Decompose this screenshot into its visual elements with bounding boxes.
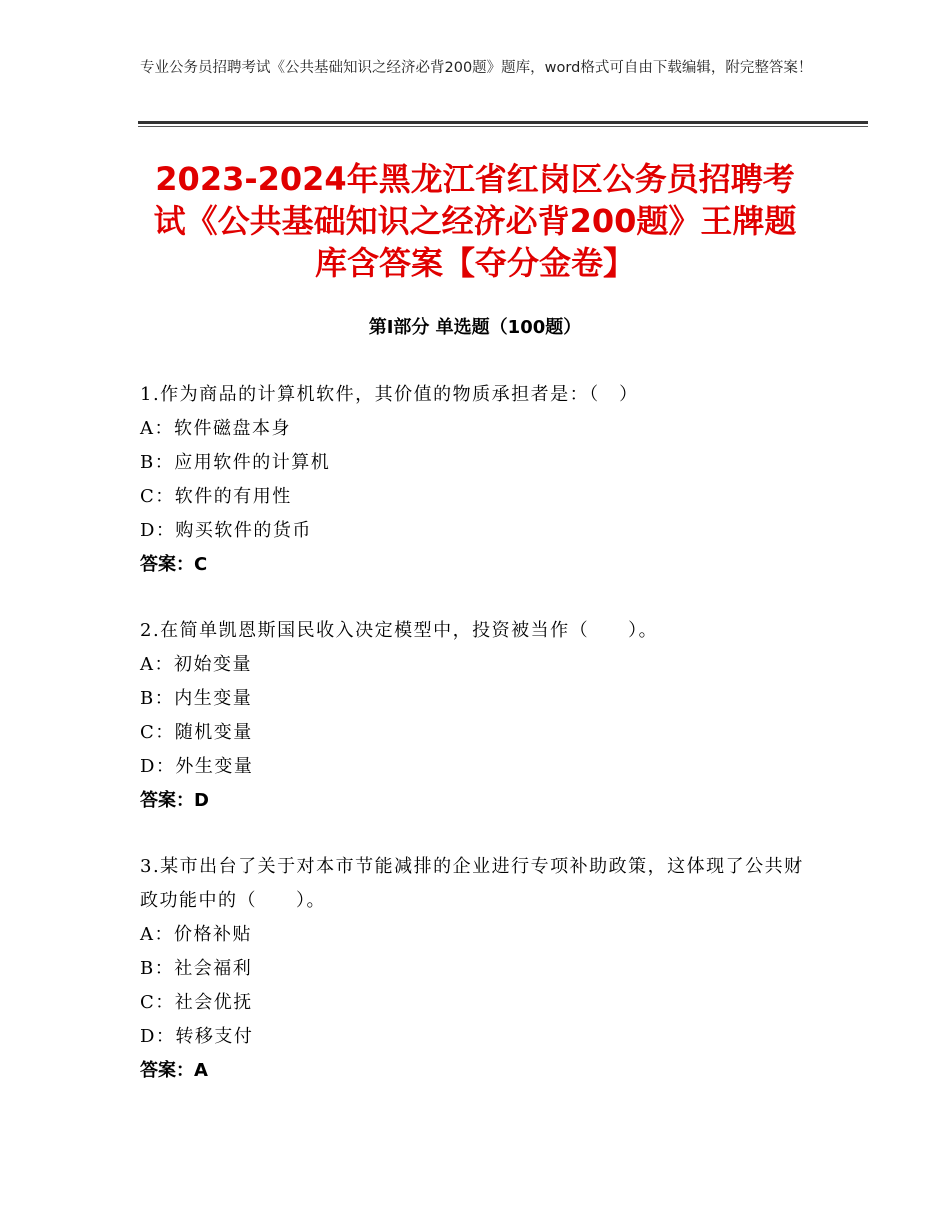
answer: 答案：A	[140, 1060, 208, 1081]
question-stem: 2.在简单凯恩斯国民收入决定模型中，投资被当作（ ）。	[140, 620, 659, 641]
option-c: C：软件的有用性	[140, 486, 292, 507]
question-stem: 1.作为商品的计算机软件，其价值的物质承担者是：（ ）	[140, 384, 639, 405]
header-rule-thin	[138, 126, 868, 127]
option-b: B：社会福利	[140, 958, 253, 979]
document-title: 2023-2024年黑龙江省红岗区公务员招聘考试《公共基础知识之经济必背200题》王牌题库含答案【夺分金卷】	[153, 160, 797, 282]
option-b: B：应用软件的计算机	[140, 452, 331, 473]
option-d: D：购买软件的货币	[140, 520, 312, 541]
answer: 答案：C	[140, 554, 208, 575]
question-list	[140, 378, 810, 1120]
option-d: D：转移支付	[140, 1026, 254, 1047]
option-a: A：软件磁盘本身	[140, 418, 291, 439]
header-rule-thick	[138, 121, 868, 124]
question-3	[140, 850, 810, 1088]
header-note: 专业公务员招聘考试《公共基础知识之经济必背200题》题库，word格式可自由下载编辑，附完整答案！	[140, 60, 813, 76]
section-heading: 第Ⅰ部分 单选题（100题）	[368, 317, 582, 338]
option-c: C：随机变量	[140, 722, 253, 743]
question-1	[140, 378, 810, 582]
answer: 答案：D	[140, 790, 209, 811]
option-c: C：社会优抚	[140, 992, 253, 1013]
option-a: A：初始变量	[140, 654, 252, 675]
question-2	[140, 614, 810, 818]
option-d: D：外生变量	[140, 756, 254, 777]
option-a: A：价格补贴	[140, 924, 252, 945]
question-stem: 3.某市出台了关于对本市节能减排的企业进行专项补助政策，这体现了公共财政功能中的（ ）。	[140, 856, 804, 911]
option-b: B：内生变量	[140, 688, 253, 709]
